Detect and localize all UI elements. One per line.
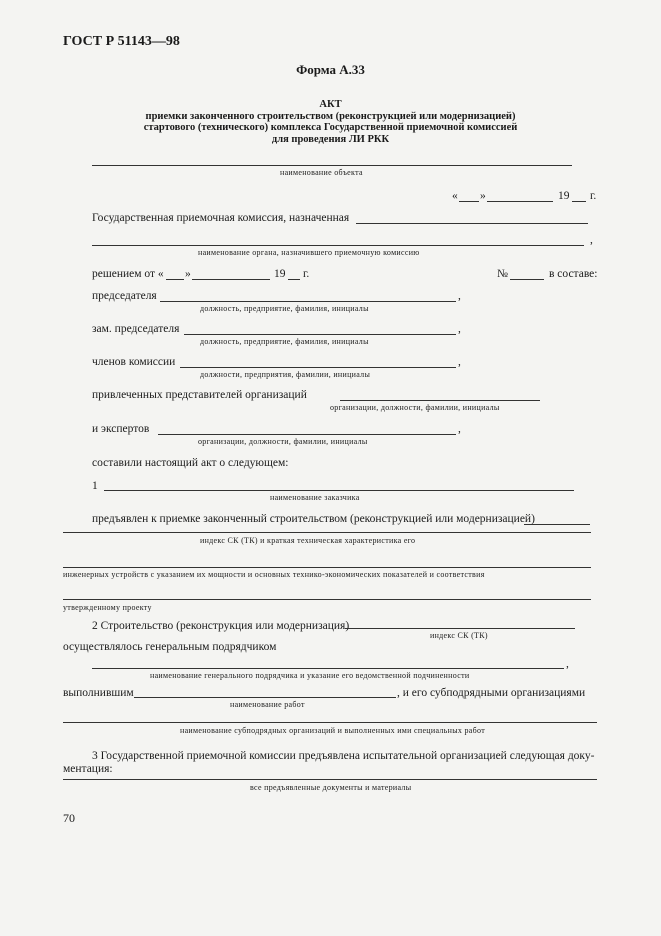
engineering-line[interactable] [63,567,591,568]
subcontractors-label: , и его субподрядными организациями [397,687,586,699]
number-label: № [497,268,508,280]
decision-year-line[interactable] [288,279,300,280]
item3-line2: ментация: [63,763,113,775]
in-composition: в составе: [549,268,598,280]
number-line[interactable] [510,279,544,280]
date-month-line[interactable] [487,201,553,202]
object-name-line[interactable] [92,165,572,166]
org-line[interactable] [92,245,584,246]
subcontractor-line[interactable] [63,722,597,723]
decision-year: 19 [274,268,286,280]
chairman-label: председателя [92,290,157,302]
engineering-caption: инженерных устройств с указанием их мощности и основных технико-экономических показателей и соответствия [63,570,485,579]
approved-caption: утвержденному проекту [63,603,152,612]
general-contractor-label: осуществлялось генеральным подрядчиком [63,641,277,653]
works-line[interactable] [134,697,396,698]
experts-label: и экспертов [92,423,150,435]
contractor-line[interactable] [92,668,564,669]
decision-year-suffix: г. [303,268,310,280]
documents-caption: все предъявленные документы и материалы [250,783,412,792]
reps-line[interactable] [340,400,540,401]
date-quote-close: » [480,190,486,202]
reps-label: привлеченных представителей организаций [92,389,307,401]
act-title-line: стартового (технического) комплекса Государственной приемочной комиссией [143,122,518,133]
item2-index-line[interactable] [345,628,575,629]
composed-label: составили настоящий акт о следующем: [92,457,289,469]
commission-label: Государственная приемочная комиссия, назначенная [92,212,350,224]
members-caption: должности, предприятия, фамилии, инициалы [200,370,371,379]
item3-line1: 3 Государственной приемочной комиссии предъявлена испытательной организацией следующая доку- [92,750,595,762]
commission-line[interactable] [356,223,588,224]
deputy-caption: должность, предприятие, фамилия, инициалы [200,337,369,346]
experts-line[interactable] [158,434,456,435]
comma: , [458,323,461,335]
contractor-caption: наименование генерального подрядчика и указание его ведомственной подчиненности [150,671,470,680]
date-day-line[interactable] [459,201,479,202]
index-line[interactable] [63,532,591,533]
comma: , [458,423,461,435]
approved-line[interactable] [63,599,591,600]
comma: , [590,234,593,246]
experts-caption: организации, должности, фамилии, инициалы [198,437,368,446]
works-caption: наименование работ [230,700,305,709]
members-label: членов комиссии [92,356,176,368]
reps-caption: организации, должности, фамилии, инициалы [330,403,500,412]
subcontractor-caption: наименование субподрядных организаций и выполненных ими специальных работ [180,726,486,735]
comma: , [458,356,461,368]
act-title [0,99,661,145]
decision-month-line[interactable] [192,279,270,280]
page-number: 70 [63,811,75,825]
act-title-line: для проведения ЛИ РКК [271,133,390,145]
chairman-line[interactable] [160,301,456,302]
performed-label: выполнившим [63,687,134,699]
deputy-line[interactable] [184,334,456,335]
decision-day-line[interactable] [166,279,184,280]
index-caption: индекс СК (ТК) и краткая техническая характеристика его [200,536,416,545]
date-year-line[interactable] [572,201,586,202]
item2-label: 2 Строительство (реконструкция или модернизация) [92,620,350,632]
decision-close: » [185,268,191,280]
decision-label: решением от « [92,268,164,280]
item1-number: 1 [92,480,98,492]
index-short-caption: индекс СК (ТК) [430,631,488,640]
customer-line[interactable] [104,490,574,491]
act-title-line: АКТ [319,99,342,110]
object-caption: наименование объекта [280,168,363,177]
date-year: 19 [558,190,570,202]
standard-number: ГОСТ Р 51143—98 [63,34,180,49]
members-line[interactable] [180,367,456,368]
org-caption: наименование органа, назначившего приемочную комиссию [198,248,420,257]
form-title: Форма А.33 [296,62,365,77]
act-title-line: приемки законченного строительством (реконструкцией или модернизацией) [145,110,516,122]
chairman-caption: должность, предприятие, фамилия, инициалы [200,304,369,313]
documents-line[interactable] [63,779,597,780]
presented-label: предъявлен к приемке законченный строительством (реконструкцией или модернизацией) [92,513,535,525]
deputy-label: зам. председателя [92,323,180,335]
comma: , [458,290,461,302]
comma: , [566,658,569,670]
customer-caption: наименование заказчика [270,493,360,502]
date-year-suffix: г. [590,190,597,202]
presented-line[interactable] [524,524,590,525]
date-quote-open: « [452,190,458,202]
